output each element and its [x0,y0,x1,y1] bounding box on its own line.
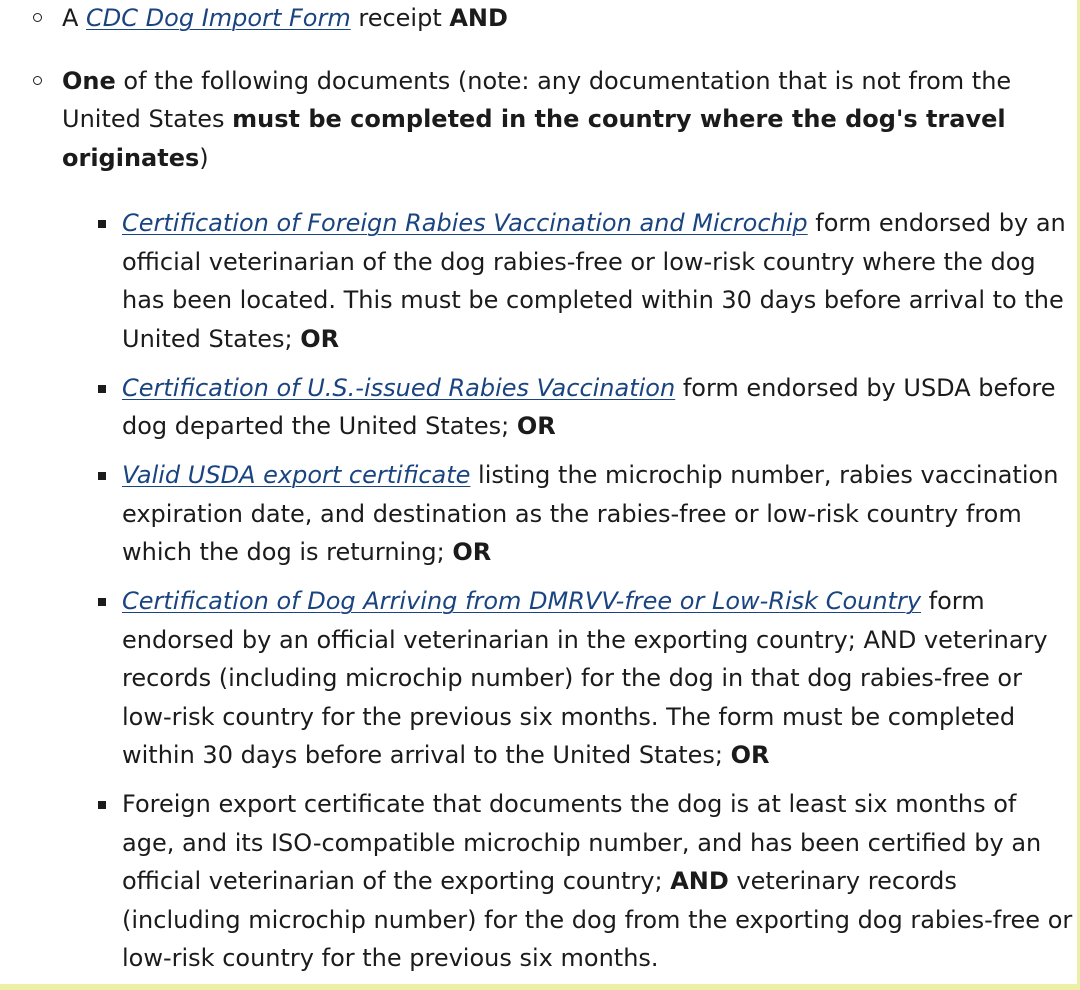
list-item-foreign-export [62,785,1076,978]
dmrvv-free-certification-link[interactable]: Certification of Dog Arriving from DMRVV-free or Low-Risk Country [122,587,922,615]
foreign-export-and: AND [670,867,729,895]
list-item-import-form [0,0,1076,38]
list-item-usda-export [62,456,1076,572]
frame-bottom-border [0,984,1080,990]
circle-bullet-icon [33,13,42,22]
foreign-export-text-end: veterinary records (including microchip number) for the dog from the exporting dog rabies-free or low-risk country for the previous six months. [122,867,1073,972]
square-bullet-icon [98,385,106,393]
list-item-foreign-rabies [62,204,1076,358]
circle-bullet-icon [33,76,42,85]
usda-export-text: listing the microchip number, rabies vaccination expiration date, and destination as the rabies-free or low-risk country from which the dog is returning; [122,461,1059,566]
square-bullet-icon [98,801,106,809]
one-of-bold-note: must be completed in the country where the dog's travel originates [62,105,1006,172]
foreign-rabies-vaccination-link[interactable]: Certification of Foreign Rabies Vaccination and Microchip [122,209,808,237]
list-item-dmrvv-free [62,582,1076,775]
list-item-one-of [0,62,1076,978]
foreign-rabies-or: OR [300,324,340,353]
import-form-and: AND [449,4,508,32]
square-bullet-icon [98,220,106,228]
cdc-dog-import-form-link[interactable]: CDC Dog Import Form [86,4,351,32]
one-of-close: ) [199,143,209,172]
square-bullet-icon [98,472,106,480]
dmrvv-free-or: OR [730,741,770,769]
usda-export-or: OR [452,538,492,566]
document-options-list [62,204,1076,978]
us-issued-rabies-or: OR [516,412,556,440]
square-bullet-icon [98,598,106,606]
one-of-bold: One [62,66,116,95]
import-form-middle: receipt [350,4,450,32]
import-form-prefix: A [62,4,87,32]
us-issued-rabies-text: form endorsed by USDA before dog departed the United States; [122,373,1056,440]
usda-export-certificate-link[interactable]: Valid USDA export certificate [122,461,471,489]
one-of-text: of the following documents (note: any documentation that is not from the United States [62,66,1012,133]
us-issued-rabies-vaccination-link[interactable]: Certification of U.S.-issued Rabies Vaccination [122,373,676,402]
dmrvv-free-text: form endorsed by an official veterinarian in the exporting country; AND veterinary records (including microchip number) for the dog in that dog rabies-free or low-risk country for the previous six months. The form must be completed within 30 days before arrival to the United States; [122,587,1048,769]
foreign-rabies-text: form endorsed by an official veterinarian of the dog rabies-free or low-risk country where the dog has been located. This must be completed within 30 days before arrival to the United States; [122,209,1066,353]
list-item-us-issued-rabies [62,369,1076,446]
foreign-export-text-start: Foreign export certificate that documents the dog is at least six months of age, and its ISO-compatible microchip number, and has been certified by an official veterinarian of the exporting country; [122,790,1042,895]
